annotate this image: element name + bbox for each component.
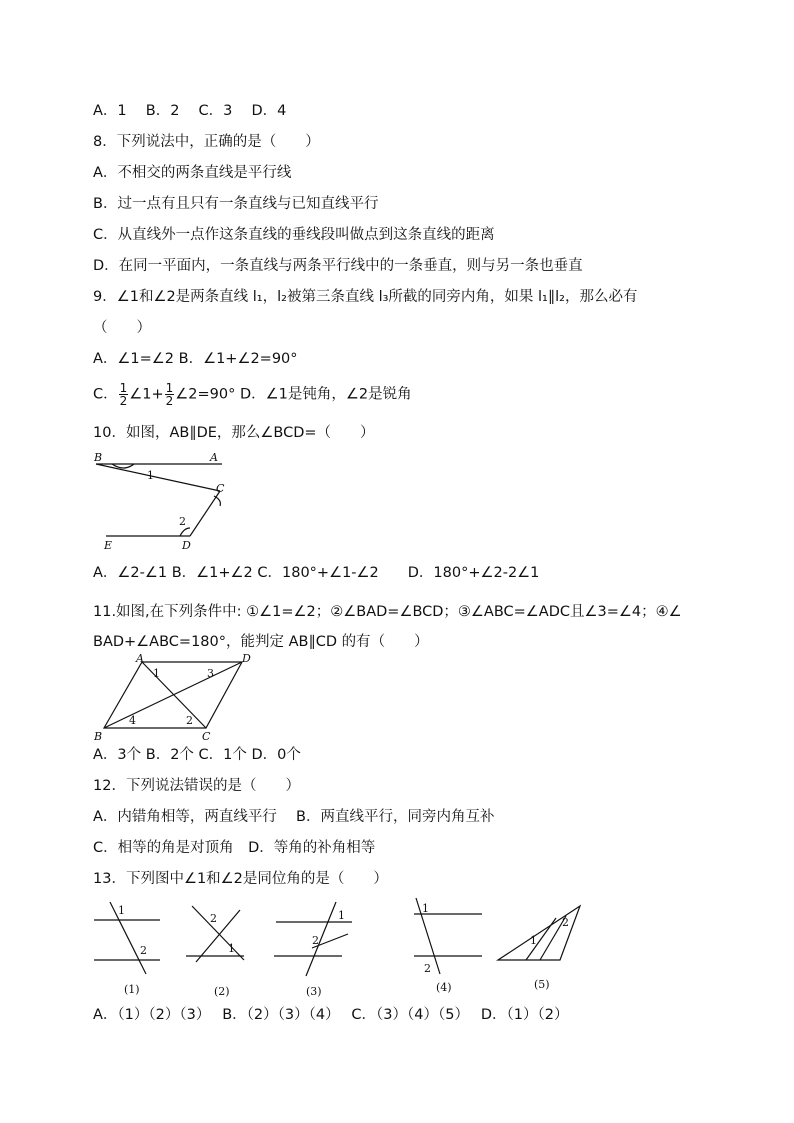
q10-angle-2: 2	[179, 515, 186, 528]
q8-option-c: C．从直线外一点作这条直线的垂线段叫做点到这条直线的距离	[93, 227, 495, 243]
q7-options: A．1 B．2 C．3 D．4	[93, 103, 287, 119]
q13-fig2-angle-1: 1	[228, 942, 235, 955]
q13-fig2-angle-2: 2	[210, 912, 217, 925]
q13-caption-3: (3)	[306, 985, 322, 998]
q11-angle-1: 1	[153, 667, 160, 680]
q13-figure-2	[184, 898, 254, 998]
q11-figure	[92, 652, 262, 744]
q13-fig5-angle-2: 2	[562, 916, 569, 929]
q10-label-b: B	[94, 451, 103, 464]
q12-options-ab: A．内错角相等，两直线平行 B．两直线平行，同旁内角互补	[93, 809, 495, 825]
q9-c-prefix: C．	[93, 386, 118, 403]
q9-options-ab: A．∠1=∠2 B．∠1+∠2=90°	[93, 351, 298, 367]
q13-caption-5: (5)	[534, 978, 550, 991]
q13-caption-4: (4)	[436, 981, 452, 994]
q8-stem: 8．下列说法中，正确的是（ ）	[93, 134, 320, 150]
q12-stem: 12．下列说法错误的是（ ）	[93, 778, 300, 794]
q11-stem-line2: BAD+∠ABC=180°，能判定 AB∥CD 的有（ ）	[93, 634, 429, 650]
q10-label-a: A	[210, 451, 218, 464]
q11-stem-line1: 11.如图,在下列条件中: ①∠1=∠2；②∠BAD=∠BCD；③∠ABC=∠ADC且∠3=∠4；④∠	[93, 604, 682, 620]
q13-fig3-angle-1: 1	[338, 909, 345, 922]
q13-fig4-angle-2: 2	[424, 962, 431, 975]
fraction-half	[165, 382, 175, 407]
q10-label-e: E	[104, 539, 113, 552]
q10-angle-1: 1	[147, 469, 154, 482]
q13-fig3-angle-2: 2	[312, 934, 319, 947]
q10-options: A．∠2-∠1 B．∠1+∠2 C．180°+∠1-∠2 D．180°+∠2-2∠1	[93, 565, 540, 581]
q9-options-cd	[93, 382, 412, 407]
q9-c-mid1: ∠1+	[129, 386, 164, 403]
q9-c-mid2: ∠2=90° D．∠1是钝角，∠2是锐角	[175, 386, 412, 403]
fraction-numerator: 1	[119, 381, 128, 395]
q11-angle-4: 4	[129, 714, 136, 727]
q8-option-b: B．过一点有且只有一条直线与已知直线平行	[93, 196, 379, 212]
q13-stem: 13．下列图中∠1和∠2是同位角的是（ ）	[93, 871, 388, 887]
q13-figure-3	[272, 898, 356, 998]
q13-figure-4	[408, 894, 488, 998]
q10-label-d: D	[182, 539, 191, 552]
q11-angle-3: 3	[207, 667, 214, 680]
q10-stem: 10．如图，AB∥DE，那么∠BCD=（ ）	[93, 425, 375, 441]
q8-option-d: D．在同一平面内，一条直线与两条平行线中的一条垂直，则与另一条也垂直	[93, 258, 583, 274]
fraction-denominator: 2	[119, 394, 128, 408]
q13-fig1-angle-2: 2	[140, 944, 147, 957]
q10-figure	[92, 448, 232, 552]
q13-caption-2: (2)	[214, 985, 230, 998]
q11-label-d: D	[242, 652, 251, 665]
q10-label-c: C	[216, 482, 225, 495]
q13-fig4-angle-1: 1	[422, 902, 429, 915]
q9-stem: 9．∠1和∠2是两条直线 l₁，l₂被第三条直线 l₃所截的同旁内角，如果 l₁∥l₂，那么必有	[93, 289, 638, 305]
q13-figure-5	[494, 896, 586, 1000]
q11-options: A．3个 B．2个 C．1个 D．0个	[93, 747, 301, 763]
q11-label-a: A	[136, 652, 144, 665]
q8-option-a: A．不相交的两条直线是平行线	[93, 165, 292, 181]
q13-caption-1: (1)	[124, 983, 140, 996]
q9-paren: （ ）	[93, 320, 151, 336]
fraction-numerator: 1	[165, 381, 174, 395]
q11-label-c: C	[202, 730, 211, 743]
q13-options: A．（1）（2）（3） B．（2）（3）（4） C．（3）（4）（5） D．（1）（2）	[93, 1007, 569, 1023]
q12-options-cd: C．相等的角是对顶角 D．等角的补角相等	[93, 840, 376, 856]
q11-angle-2: 2	[186, 714, 193, 727]
q11-label-b: B	[94, 730, 103, 743]
fraction-denominator: 2	[165, 394, 174, 408]
q13-fig1-angle-1: 1	[118, 904, 125, 917]
q13-figure-1	[92, 898, 162, 998]
fraction-half	[119, 382, 129, 407]
q13-fig5-angle-1: 1	[530, 934, 537, 947]
